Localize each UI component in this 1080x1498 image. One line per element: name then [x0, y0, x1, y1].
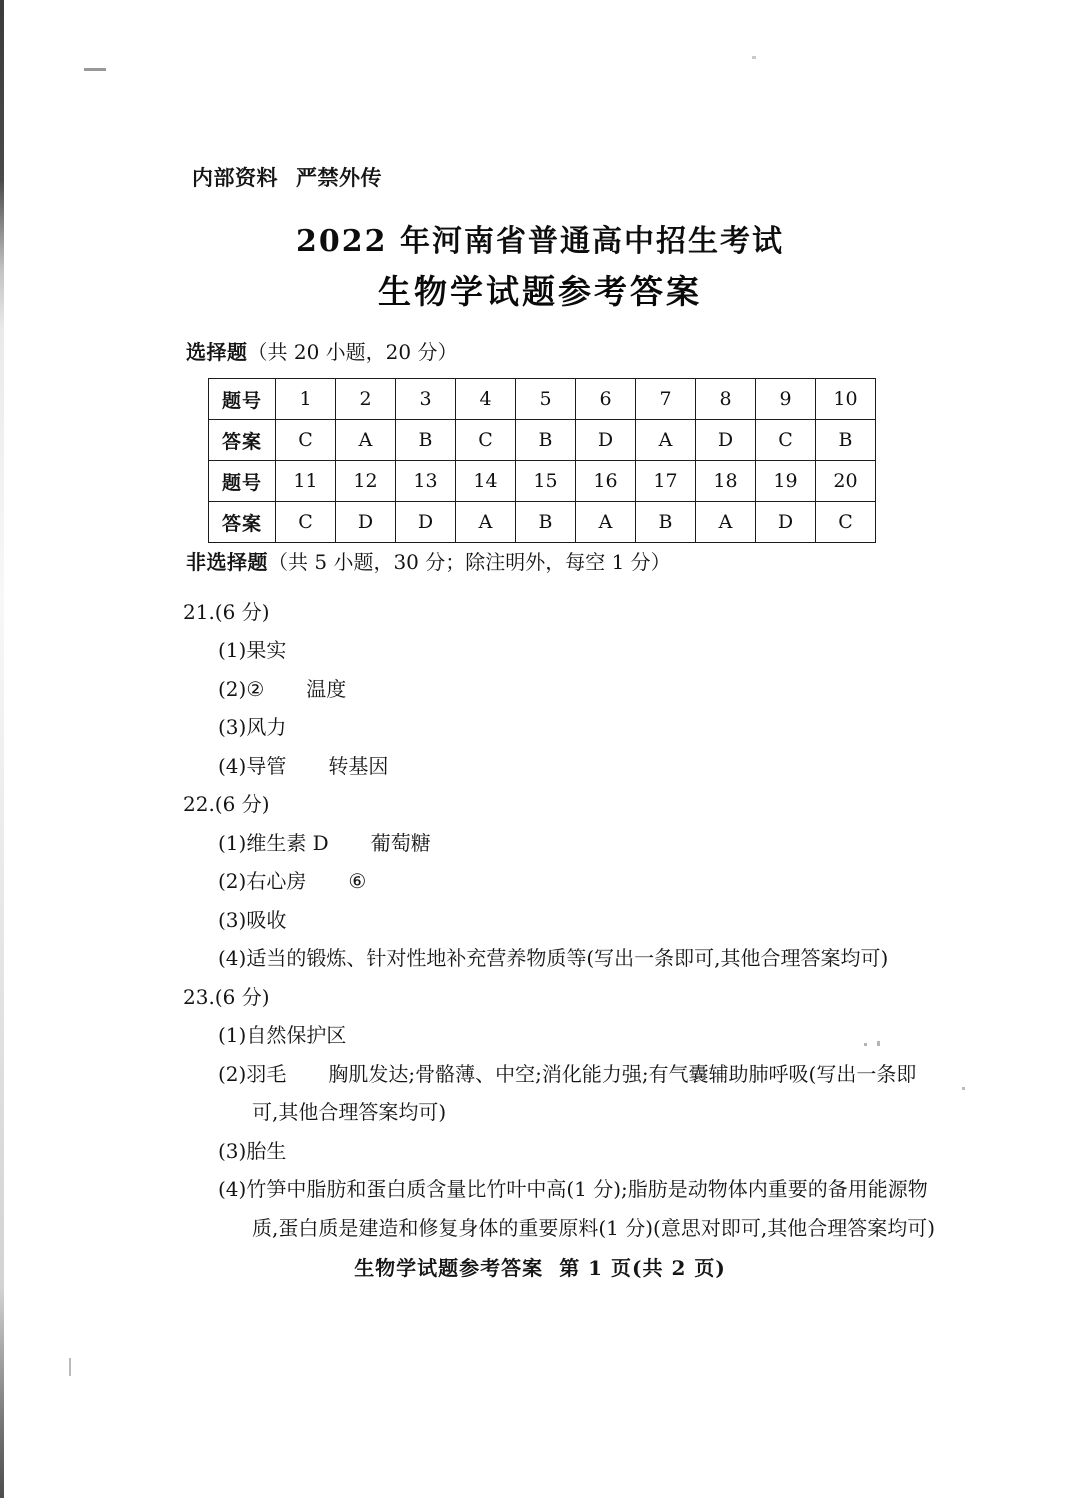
- answer-text: 质,蛋白质是建造和修复身体的重要原料(1 分)(意思对即可,其他合理答案均可): [252, 1216, 936, 1240]
- question-number-22: 22.(6 分): [183, 792, 270, 816]
- table-cell: 3: [396, 379, 456, 420]
- answer-text: 可,其他合理答案均可): [252, 1100, 447, 1124]
- answer-text: (2)羽毛: [218, 1062, 287, 1086]
- table-cell: 4: [456, 379, 516, 420]
- paper-title: 生物学试题参考答案: [378, 272, 702, 311]
- table-cell: D: [696, 420, 756, 461]
- table-cell: D: [396, 502, 456, 543]
- table-cell: B: [636, 502, 696, 543]
- table-cell: A: [576, 502, 636, 543]
- scan-speck-artifact: [864, 1043, 867, 1046]
- footer-title: 生物学试题参考答案: [354, 1256, 544, 1280]
- answer-item-23-3: [218, 1135, 286, 1164]
- confidential-notice: [192, 162, 382, 192]
- answer-text: (4)适当的锻炼、针对性地补充营养物质等(写出一条即可,其他合理答案均可): [218, 946, 889, 970]
- answer-text-2: 胸肌发达;骨骼薄、中空;消化能力强;有气囊辅助肺呼吸(写出一条即: [328, 1062, 917, 1086]
- table-cell: C: [756, 420, 816, 461]
- scan-speck-artifact: [84, 68, 106, 71]
- footer-page-number: 第 1 页(共 2 页): [559, 1256, 726, 1280]
- table-cell: C: [456, 420, 516, 461]
- answer-item-21-1: [218, 634, 286, 663]
- table-cell: C: [816, 502, 876, 543]
- table-row-numbers: [209, 379, 876, 420]
- answer-item-23-2-cont: [252, 1096, 446, 1125]
- table-cell: 18: [696, 461, 756, 502]
- table-row-numbers: [209, 461, 876, 502]
- table-cell: 12: [336, 461, 396, 502]
- choice-section-label: 选择题: [186, 340, 248, 364]
- answer-text-2: 转基因: [328, 754, 389, 778]
- nonchoice-section-heading: [186, 546, 671, 575]
- scan-speck-artifact: [962, 1087, 965, 1090]
- scan-speck-artifact: [69, 1358, 71, 1376]
- table-cell: 9: [756, 379, 816, 420]
- table-cell: A: [456, 502, 516, 543]
- answer-text: (2)②: [218, 677, 265, 701]
- answer-text-2: 葡萄糖: [370, 831, 431, 855]
- answer-text: (3)风力: [218, 715, 287, 739]
- table-cell: A: [696, 502, 756, 543]
- table-cell: A: [336, 420, 396, 461]
- scan-speck-artifact: [877, 1041, 880, 1046]
- choice-section-note: （共 20 小题，20 分）: [247, 340, 458, 364]
- answer-text: (4)竹笋中脂肪和蛋白质含量比竹叶中高(1 分);脂肪是动物体内重要的备用能源物: [218, 1177, 928, 1201]
- answer-text: (1)自然保护区: [218, 1023, 347, 1047]
- table-cell: B: [816, 420, 876, 461]
- answer-item-22-4: [218, 942, 888, 971]
- table-row-answers: [209, 420, 876, 461]
- notice-right-text: 严禁外传: [296, 166, 382, 190]
- answer-text: (1)果实: [218, 638, 287, 662]
- table-cell: D: [336, 502, 396, 543]
- notice-left-text: 内部资料: [192, 166, 278, 190]
- answer-text-2: ⑥: [348, 869, 367, 893]
- table-cell: 7: [636, 379, 696, 420]
- answer-item-23-2: [218, 1058, 916, 1087]
- answer-item-23-4: [218, 1173, 928, 1202]
- table-cell: C: [276, 502, 336, 543]
- table-cell: 15: [516, 461, 576, 502]
- answer-text: (3)吸收: [218, 908, 287, 932]
- table-cell: 19: [756, 461, 816, 502]
- table-cell: 10: [816, 379, 876, 420]
- answer-table-block-2: [208, 460, 876, 543]
- exam-title: 2022 年河南省普通高中招生考试: [296, 224, 784, 259]
- answer-item-23-4-cont: [252, 1212, 935, 1241]
- answer-text: (3)胎生: [218, 1139, 287, 1163]
- answer-item-22-3: [218, 904, 286, 933]
- table-cell: 14: [456, 461, 516, 502]
- row-label-number: 题号: [209, 379, 276, 420]
- question-number-23: 23.(6 分): [183, 985, 270, 1009]
- table-cell: B: [516, 420, 576, 461]
- table-cell: D: [576, 420, 636, 461]
- table-cell: C: [276, 420, 336, 461]
- row-label-answer: 答案: [209, 502, 276, 543]
- table-cell: 1: [276, 379, 336, 420]
- table-cell: B: [516, 502, 576, 543]
- table-row-answers: [209, 502, 876, 543]
- nonchoice-section-note: （共 5 小题，30 分；除注明外，每空 1 分）: [268, 550, 671, 574]
- table-cell: B: [396, 420, 456, 461]
- table-cell: 11: [276, 461, 336, 502]
- scan-speck-artifact: [752, 56, 756, 59]
- table-cell: 2: [336, 379, 396, 420]
- choice-section-heading: [186, 336, 457, 365]
- nonchoice-section-label: 非选择题: [186, 550, 268, 574]
- table-cell: A: [636, 420, 696, 461]
- answer-text: (4)导管: [218, 754, 287, 778]
- row-label-number: 题号: [209, 461, 276, 502]
- question-number-21: 21.(6 分): [183, 600, 270, 624]
- row-label-answer: 答案: [209, 420, 276, 461]
- answer-item-22-1: [218, 827, 431, 856]
- table-cell: 16: [576, 461, 636, 502]
- answer-text: (1)维生素 D: [218, 831, 329, 855]
- table-cell: 5: [516, 379, 576, 420]
- page-footer: [0, 1252, 1080, 1281]
- answer-table-block-1: [208, 378, 876, 461]
- table-cell: D: [756, 502, 816, 543]
- table-cell: 6: [576, 379, 636, 420]
- answer-item-23-1: [218, 1019, 346, 1048]
- answer-item-21-2: [218, 673, 346, 702]
- table-cell: 8: [696, 379, 756, 420]
- table-cell: 13: [396, 461, 456, 502]
- answer-text: (2)右心房: [218, 869, 307, 893]
- table-cell: 20: [816, 461, 876, 502]
- answer-item-22-2: [218, 865, 366, 894]
- table-cell: 17: [636, 461, 696, 502]
- answer-item-21-3: [218, 711, 286, 740]
- answer-text-2: 温度: [306, 677, 347, 701]
- answer-item-21-4: [218, 750, 388, 779]
